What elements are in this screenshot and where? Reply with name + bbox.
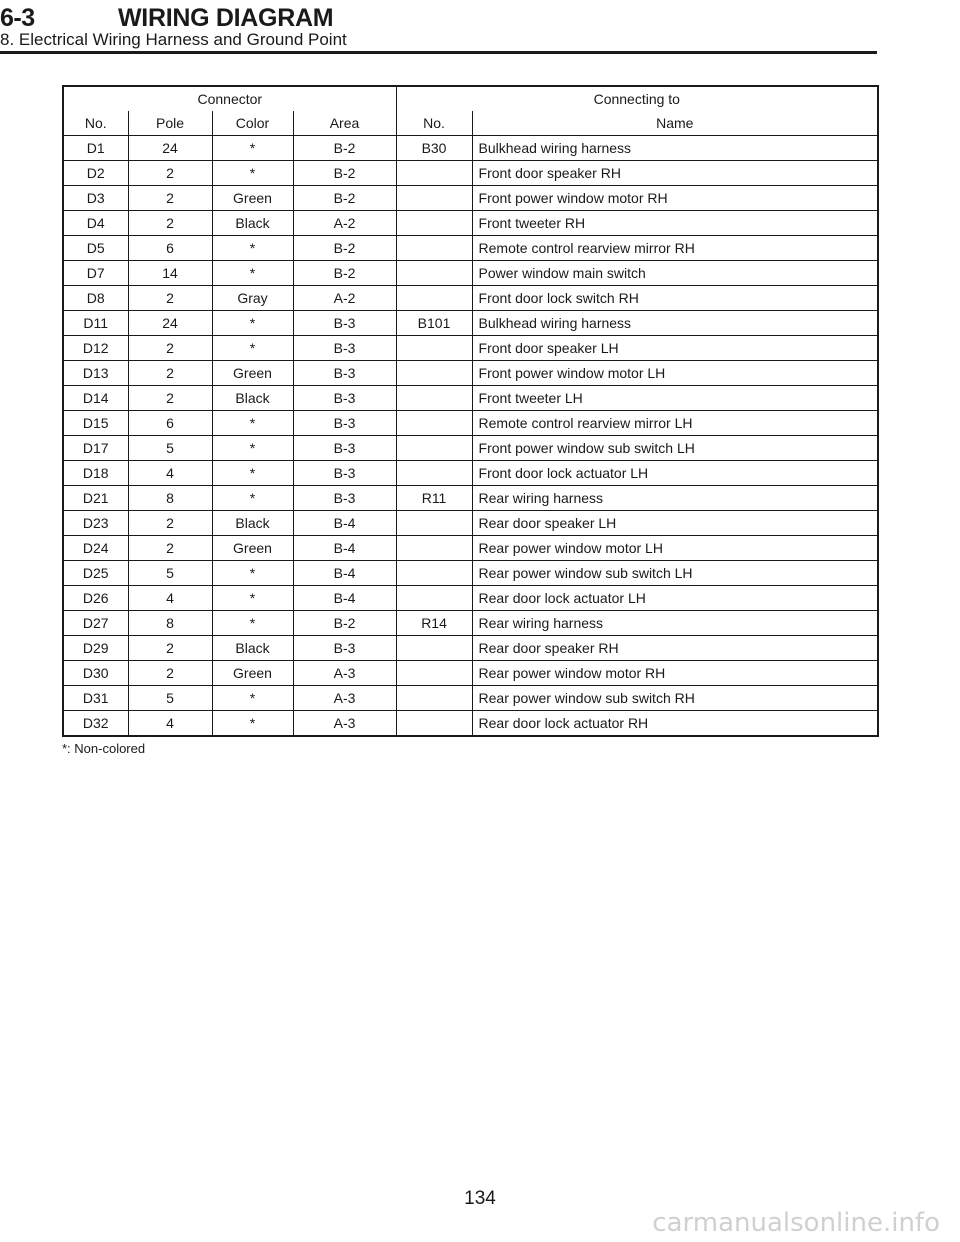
table-cell bbox=[396, 661, 472, 686]
table-cell: * bbox=[212, 561, 293, 586]
table-cell: Black bbox=[212, 511, 293, 536]
table-cell: * bbox=[212, 236, 293, 261]
table-cell: D31 bbox=[63, 686, 128, 711]
table-cell: 2 bbox=[128, 336, 212, 361]
table-cell: 2 bbox=[128, 511, 212, 536]
table-cell: D8 bbox=[63, 286, 128, 311]
table-cell: 2 bbox=[128, 386, 212, 411]
table-cell bbox=[396, 236, 472, 261]
table-cell: Rear power window motor RH bbox=[472, 661, 878, 686]
watermark: carmanualsonline.info bbox=[652, 1208, 940, 1238]
table-row bbox=[63, 711, 878, 737]
section-subtitle: 8. Electrical Wiring Harness and Ground Point bbox=[0, 30, 347, 49]
column-header: No. bbox=[63, 111, 128, 136]
table-cell: B-2 bbox=[293, 186, 396, 211]
table-row bbox=[63, 486, 878, 511]
table-row bbox=[63, 386, 878, 411]
table-cell: 8 bbox=[128, 611, 212, 636]
table-row bbox=[63, 561, 878, 586]
group-header-row bbox=[63, 86, 878, 111]
table-cell: * bbox=[212, 336, 293, 361]
table-cell: 2 bbox=[128, 661, 212, 686]
table-cell: D32 bbox=[63, 711, 128, 737]
column-header: Name bbox=[472, 111, 878, 136]
table-cell: Rear door lock actuator LH bbox=[472, 586, 878, 611]
table-cell bbox=[396, 686, 472, 711]
table-cell bbox=[396, 161, 472, 186]
table-cell: Power window main switch bbox=[472, 261, 878, 286]
table-cell bbox=[396, 461, 472, 486]
table-cell: Gray bbox=[212, 286, 293, 311]
table-cell: 5 bbox=[128, 561, 212, 586]
page-number: 134 bbox=[464, 1188, 496, 1209]
table-cell: 14 bbox=[128, 261, 212, 286]
table-cell: Front door lock actuator LH bbox=[472, 461, 878, 486]
table-cell: Rear door speaker RH bbox=[472, 636, 878, 661]
table-cell: Rear power window motor LH bbox=[472, 536, 878, 561]
table-cell: B-3 bbox=[293, 411, 396, 436]
table-cell: Rear power window sub switch RH bbox=[472, 686, 878, 711]
table-cell: D27 bbox=[63, 611, 128, 636]
table-cell bbox=[396, 561, 472, 586]
table-cell: 24 bbox=[128, 136, 212, 161]
table-row bbox=[63, 586, 878, 611]
table-cell: B101 bbox=[396, 311, 472, 336]
table-cell: D12 bbox=[63, 336, 128, 361]
table-cell: Bulkhead wiring harness bbox=[472, 136, 878, 161]
table-cell: B-4 bbox=[293, 561, 396, 586]
table-row bbox=[63, 361, 878, 386]
table-cell: B-3 bbox=[293, 336, 396, 361]
table-cell: 2 bbox=[128, 211, 212, 236]
table-cell: * bbox=[212, 611, 293, 636]
table-cell: Green bbox=[212, 361, 293, 386]
table-row bbox=[63, 161, 878, 186]
table-cell: Front door lock switch RH bbox=[472, 286, 878, 311]
table-cell: Bulkhead wiring harness bbox=[472, 311, 878, 336]
table-cell: Rear door lock actuator RH bbox=[472, 711, 878, 737]
table-cell: D25 bbox=[63, 561, 128, 586]
table-cell: * bbox=[212, 461, 293, 486]
header-rule bbox=[0, 51, 877, 54]
table-cell: B-3 bbox=[293, 386, 396, 411]
table-row bbox=[63, 336, 878, 361]
section-number: 6-3 bbox=[0, 4, 35, 32]
table-cell: * bbox=[212, 136, 293, 161]
table-cell bbox=[396, 586, 472, 611]
table-cell: 5 bbox=[128, 686, 212, 711]
table-cell: Front tweeter RH bbox=[472, 211, 878, 236]
footnote: *: Non-colored bbox=[62, 741, 146, 756]
table-cell: Front power window motor RH bbox=[472, 186, 878, 211]
table-cell: 4 bbox=[128, 586, 212, 611]
table-cell bbox=[396, 711, 472, 737]
table-cell: D13 bbox=[63, 361, 128, 386]
table-cell: * bbox=[212, 311, 293, 336]
table-cell: Black bbox=[212, 211, 293, 236]
table-cell: D18 bbox=[63, 461, 128, 486]
table-cell: Remote control rearview mirror RH bbox=[472, 236, 878, 261]
table-cell: B-4 bbox=[293, 586, 396, 611]
table-cell: Black bbox=[212, 386, 293, 411]
table-cell: R11 bbox=[396, 486, 472, 511]
table-cell: D21 bbox=[63, 486, 128, 511]
column-header-row bbox=[63, 111, 878, 136]
table-cell: 6 bbox=[128, 411, 212, 436]
table-cell: Rear power window sub switch LH bbox=[472, 561, 878, 586]
table-row bbox=[63, 136, 878, 161]
page-header bbox=[0, 0, 960, 60]
table-cell bbox=[396, 186, 472, 211]
table-cell: D26 bbox=[63, 586, 128, 611]
table-cell: D4 bbox=[63, 211, 128, 236]
table-row bbox=[63, 186, 878, 211]
table-cell: Rear wiring harness bbox=[472, 611, 878, 636]
column-header: Area bbox=[293, 111, 396, 136]
table-cell: B-2 bbox=[293, 161, 396, 186]
table-cell bbox=[396, 336, 472, 361]
table-cell: B-3 bbox=[293, 486, 396, 511]
table-cell: * bbox=[212, 686, 293, 711]
table-cell: 2 bbox=[128, 286, 212, 311]
table-cell: * bbox=[212, 436, 293, 461]
table-row bbox=[63, 461, 878, 486]
table-cell: 2 bbox=[128, 536, 212, 561]
table-cell: B-2 bbox=[293, 261, 396, 286]
table-row bbox=[63, 636, 878, 661]
table-cell: 2 bbox=[128, 161, 212, 186]
table-cell: Front power window sub switch LH bbox=[472, 436, 878, 461]
table-cell: B-2 bbox=[293, 236, 396, 261]
table-cell: 5 bbox=[128, 436, 212, 461]
table-cell: D24 bbox=[63, 536, 128, 561]
table-cell: Remote control rearview mirror LH bbox=[472, 411, 878, 436]
table-cell: 2 bbox=[128, 186, 212, 211]
table-cell: B-3 bbox=[293, 311, 396, 336]
table-cell: B-4 bbox=[293, 536, 396, 561]
table-cell bbox=[396, 361, 472, 386]
table-row bbox=[63, 411, 878, 436]
connector-table bbox=[62, 85, 879, 737]
group-header-connecting-to: Connecting to bbox=[396, 86, 878, 111]
table-cell: D3 bbox=[63, 186, 128, 211]
table-row bbox=[63, 286, 878, 311]
table-cell: A-3 bbox=[293, 661, 396, 686]
table-cell: A-3 bbox=[293, 686, 396, 711]
table-cell: A-2 bbox=[293, 211, 396, 236]
table-cell: R14 bbox=[396, 611, 472, 636]
table-cell: * bbox=[212, 586, 293, 611]
table-cell: Front power window motor LH bbox=[472, 361, 878, 386]
table-cell: Front tweeter LH bbox=[472, 386, 878, 411]
table-row bbox=[63, 611, 878, 636]
table-cell: 4 bbox=[128, 711, 212, 737]
table-row bbox=[63, 436, 878, 461]
table-row bbox=[63, 211, 878, 236]
table-cell: D2 bbox=[63, 161, 128, 186]
table-cell: Green bbox=[212, 536, 293, 561]
table-cell: Green bbox=[212, 661, 293, 686]
table-cell: 8 bbox=[128, 486, 212, 511]
table-cell: 2 bbox=[128, 361, 212, 386]
table-cell: D7 bbox=[63, 261, 128, 286]
table-cell: B-3 bbox=[293, 361, 396, 386]
table-cell: D17 bbox=[63, 436, 128, 461]
table-row bbox=[63, 686, 878, 711]
column-header: Pole bbox=[128, 111, 212, 136]
table-cell: A-2 bbox=[293, 286, 396, 311]
table-row bbox=[63, 511, 878, 536]
table-cell bbox=[396, 511, 472, 536]
table-row bbox=[63, 261, 878, 286]
table-cell: * bbox=[212, 411, 293, 436]
table-row bbox=[63, 236, 878, 261]
table-cell bbox=[396, 211, 472, 236]
table-cell: D11 bbox=[63, 311, 128, 336]
column-header: No. bbox=[396, 111, 472, 136]
table-cell: D1 bbox=[63, 136, 128, 161]
table-cell: B-4 bbox=[293, 511, 396, 536]
table-cell: D15 bbox=[63, 411, 128, 436]
table-cell: Rear wiring harness bbox=[472, 486, 878, 511]
table-cell: B-2 bbox=[293, 611, 396, 636]
table-cell: 4 bbox=[128, 461, 212, 486]
table-cell: Front door speaker LH bbox=[472, 336, 878, 361]
table-cell: D5 bbox=[63, 236, 128, 261]
table-row bbox=[63, 536, 878, 561]
table-cell: 2 bbox=[128, 636, 212, 661]
table-cell bbox=[396, 261, 472, 286]
table-cell bbox=[396, 386, 472, 411]
table-cell: Green bbox=[212, 186, 293, 211]
table-cell bbox=[396, 411, 472, 436]
table-cell: D14 bbox=[63, 386, 128, 411]
group-header-connector: Connector bbox=[63, 86, 396, 111]
table-cell: B30 bbox=[396, 136, 472, 161]
table-cell: B-3 bbox=[293, 636, 396, 661]
table-cell: * bbox=[212, 161, 293, 186]
table-cell: 24 bbox=[128, 311, 212, 336]
section-title: WIRING DIAGRAM bbox=[118, 4, 334, 32]
table-cell: Front door speaker RH bbox=[472, 161, 878, 186]
column-header: Color bbox=[212, 111, 293, 136]
table-cell bbox=[396, 636, 472, 661]
table-cell: Rear door speaker LH bbox=[472, 511, 878, 536]
table-cell: 6 bbox=[128, 236, 212, 261]
table-cell: * bbox=[212, 486, 293, 511]
table-cell bbox=[396, 286, 472, 311]
table-cell: B-3 bbox=[293, 436, 396, 461]
table-cell bbox=[396, 536, 472, 561]
table-cell: D23 bbox=[63, 511, 128, 536]
table-cell: Black bbox=[212, 636, 293, 661]
table-row bbox=[63, 661, 878, 686]
table-cell bbox=[396, 436, 472, 461]
table-cell: * bbox=[212, 261, 293, 286]
table-cell: B-2 bbox=[293, 136, 396, 161]
table-cell: D30 bbox=[63, 661, 128, 686]
table-cell: A-3 bbox=[293, 711, 396, 737]
table-cell: B-3 bbox=[293, 461, 396, 486]
table-cell: * bbox=[212, 711, 293, 737]
table-body bbox=[63, 136, 878, 737]
table-row bbox=[63, 311, 878, 336]
table-cell: D29 bbox=[63, 636, 128, 661]
